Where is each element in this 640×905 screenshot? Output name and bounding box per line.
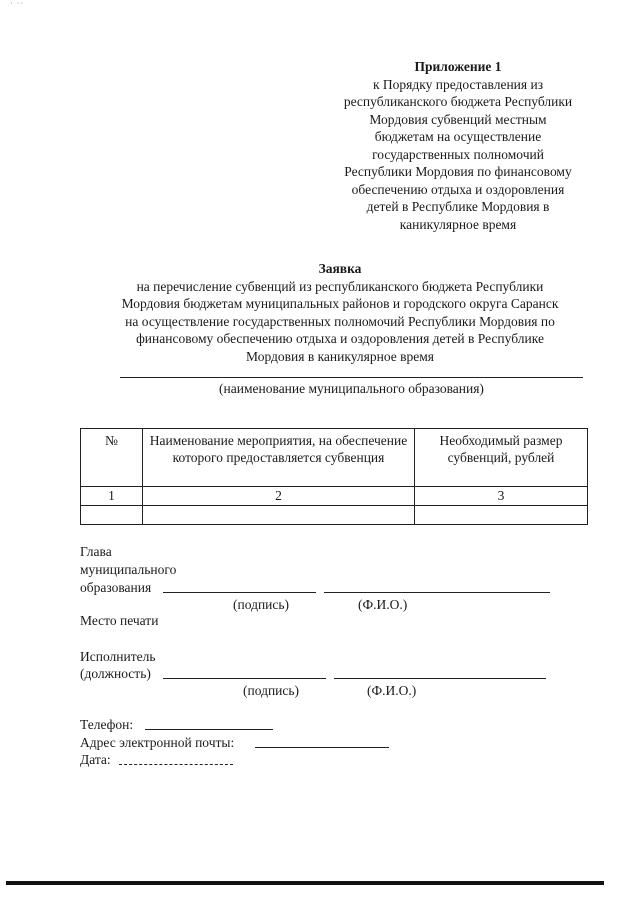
request-title: Заявка xyxy=(318,261,362,276)
appendix-line: государственных полномочий xyxy=(372,146,544,162)
executor-label: Исполнитель xyxy=(80,649,156,664)
request-line: на осуществление государственных полномочий Республики Мордовия по xyxy=(125,313,555,329)
appendix-line: к Порядку предоставления из xyxy=(372,76,544,92)
table-header-cell: Наименование мероприятия, на обеспечение которого предоставляется субвенция xyxy=(143,429,415,487)
scan-bottom-bar xyxy=(6,881,604,885)
table-header-cell: № xyxy=(81,429,143,487)
appendix-block xyxy=(318,58,598,233)
stamp-place-label: Место печати xyxy=(80,613,159,628)
table-cell[interactable] xyxy=(81,506,143,525)
appendix-line: Мордовия субвенций местным xyxy=(369,111,547,127)
table-row xyxy=(81,506,588,525)
request-line: на перечисление субвенций из республиканского бюджета Республики xyxy=(136,278,544,294)
executor-fio-caption: (Ф.И.О.) xyxy=(367,683,417,698)
appendix-line: обеспечению отдыха и оздоровления xyxy=(351,181,565,197)
email-field-line[interactable] xyxy=(255,747,389,748)
table-cell[interactable] xyxy=(415,506,588,525)
email-label: Адрес электронной почты: xyxy=(80,735,235,750)
table-number-cell: 2 xyxy=(143,487,415,506)
phone-field-line[interactable] xyxy=(145,729,273,730)
table-header-cell: Необходимый размер субвенций, рублей xyxy=(415,429,588,487)
table-number-cell: 1 xyxy=(81,487,143,506)
request-table xyxy=(80,428,588,525)
municipality-name-line[interactable] xyxy=(120,377,583,378)
date-label: Дата: xyxy=(80,752,111,767)
table-cell[interactable] xyxy=(143,506,415,525)
phone-label: Телефон: xyxy=(80,717,134,732)
appendix-line: каникулярное время xyxy=(399,216,517,232)
head-signature-line[interactable] xyxy=(163,592,316,593)
table-number-row xyxy=(81,487,588,506)
head-fio-line[interactable] xyxy=(324,592,550,593)
appendix-line: бюджетам на осуществление xyxy=(374,129,542,144)
table-header-row xyxy=(81,429,588,487)
request-block xyxy=(80,260,600,365)
appendix-line: детей в Республике Мордовия в xyxy=(366,199,550,214)
request-line: Мордовия бюджетам муниципальных районов и городского округа Саранск xyxy=(121,296,559,311)
executor-signature-line[interactable] xyxy=(163,678,326,679)
request-line: Мордовия в каникулярное время xyxy=(246,348,434,364)
appendix-line: республиканского бюджета Республики xyxy=(343,94,573,109)
head-fio-caption: (Ф.И.О.) xyxy=(358,597,408,612)
scan-corner-mark: · ·· xyxy=(10,0,24,8)
table-number-cell: 3 xyxy=(415,487,588,506)
date-field-line[interactable] xyxy=(119,764,233,765)
municipality-caption: (наименование муниципального образования) xyxy=(219,381,484,396)
executor-position-label: (должность) xyxy=(80,666,151,681)
appendix-line: Республики Мордовия по финансовому xyxy=(344,164,572,179)
appendix-title: Приложение 1 xyxy=(414,59,502,74)
head-label-1: Глава xyxy=(80,544,112,559)
executor-signature-caption: (подпись) xyxy=(243,683,300,698)
head-label-2: муниципального xyxy=(80,562,177,577)
executor-fio-line[interactable] xyxy=(334,678,546,679)
head-signature-caption: (подпись) xyxy=(233,597,290,612)
head-label-3: образования xyxy=(80,580,152,595)
request-line: финансовому обеспечению отдыха и оздоровления детей в Республике xyxy=(136,331,544,346)
